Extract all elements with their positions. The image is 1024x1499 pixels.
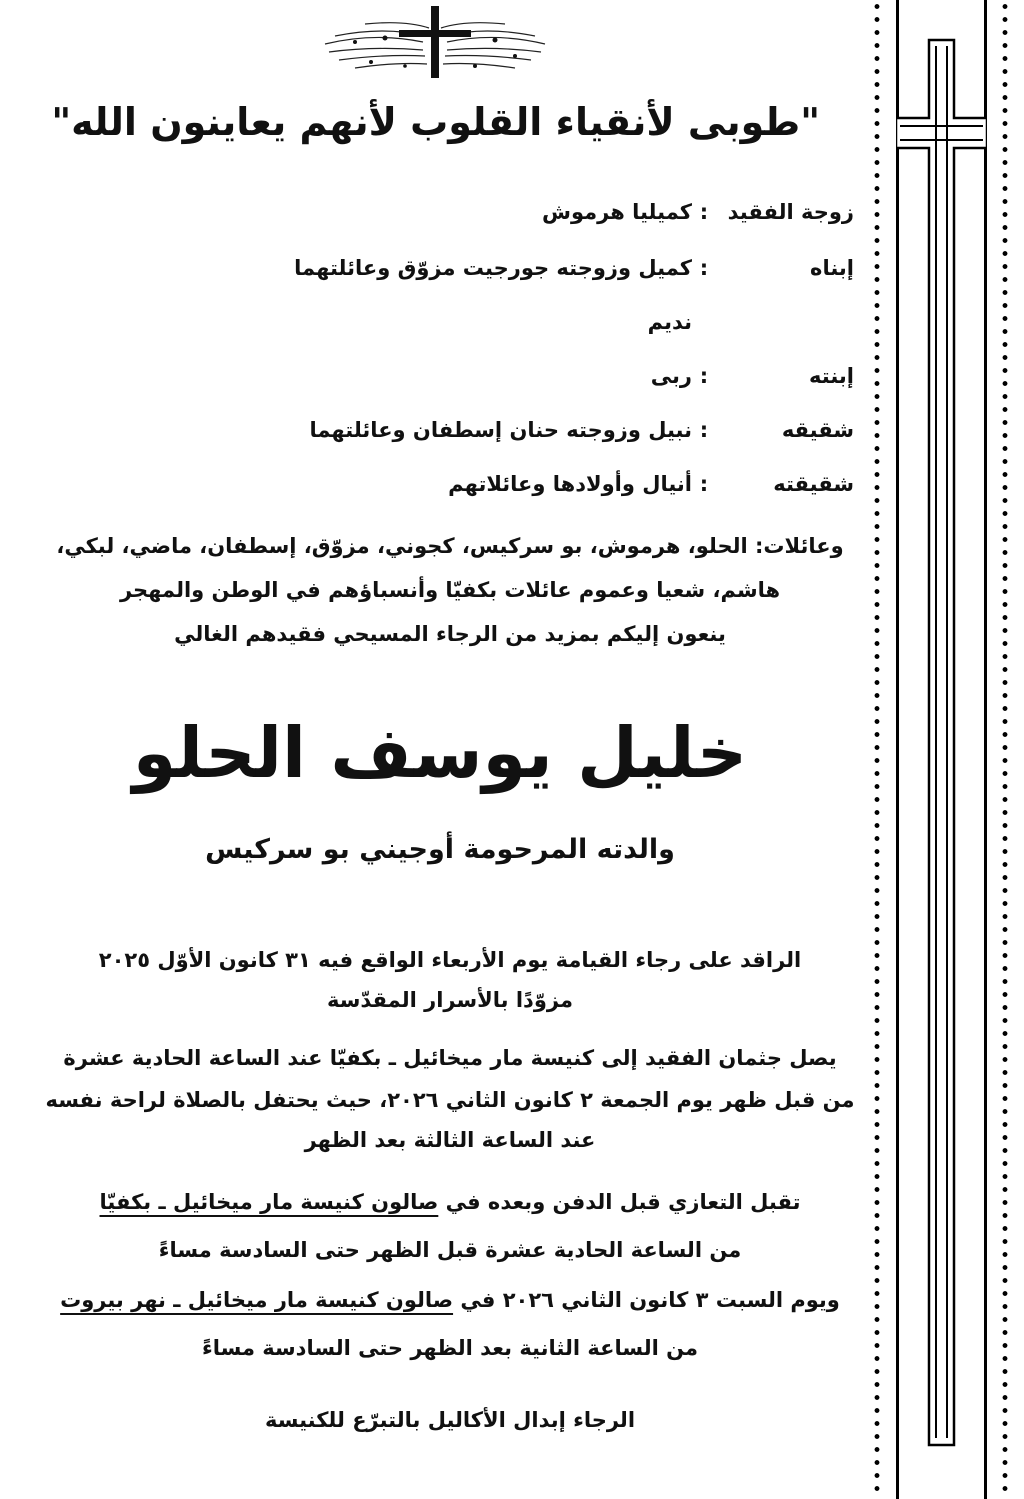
family-label: إبنته bbox=[809, 364, 854, 388]
condolences-line: من الساعة الحادية عشرة قبل الظهر حتى السادسة مساءً bbox=[158, 1238, 742, 1262]
bible-verse: "طوبى لأنقياء القلوب لأنهم يعاينون الله" bbox=[51, 100, 820, 144]
family-separator: : bbox=[699, 256, 709, 280]
condolences-line bbox=[30, 1288, 870, 1312]
family-value: كميليا هرموش bbox=[542, 200, 692, 224]
dotted-border-right bbox=[1002, 0, 1008, 1499]
condolences-text: ويوم السبت ٣ كانون الثاني ٢٠٢٦ في bbox=[453, 1288, 840, 1312]
funeral-line: من قبل ظهر يوم الجمعة ٢ كانون الثاني ٢٠٢٦، حيث يحتفل بالصلاة لراحة نفسه bbox=[45, 1088, 855, 1112]
family-separator: : bbox=[699, 200, 709, 224]
closing-note: الرجاء إبدال الأكاليل بالتبرّع للكنيسة bbox=[264, 1408, 636, 1432]
dotted-border-left bbox=[874, 0, 880, 1499]
radiant-cross-icon bbox=[315, 2, 555, 82]
border-cross-icon bbox=[896, 30, 987, 1470]
family-value: أنيال وأولادها وعائلاتهم bbox=[448, 472, 692, 496]
family-value: نديم bbox=[647, 310, 692, 334]
condolences-line bbox=[30, 1190, 870, 1214]
condolences-place: صالون كنيسة مار ميخائيل ـ نهر بيروت bbox=[60, 1288, 454, 1312]
family-value: نبيل وزوجته حنان إسطفان وعائلتهما bbox=[309, 418, 692, 442]
funeral-line: عند الساعة الثالثة بعد الظهر bbox=[304, 1128, 596, 1152]
family-value: ربى bbox=[650, 364, 692, 388]
family-label: شقيقه bbox=[781, 418, 854, 442]
family-label: شقيقته bbox=[773, 472, 854, 496]
families-line: ينعون إليكم بمزيد من الرجاء المسيحي فقيدهم الغالي bbox=[174, 622, 726, 646]
family-separator: : bbox=[699, 472, 709, 496]
family-value: كميل وزوجته جورجيت مزوّق وعائلتهما bbox=[294, 256, 692, 280]
death-line: مزوّدًا بالأسرار المقدّسة bbox=[327, 988, 573, 1012]
families-line: هاشم، شعيا وعموم عائلات بكفيّا وأنسباؤهم في الوطن والمهجر bbox=[119, 578, 781, 602]
family-separator: : bbox=[699, 364, 709, 388]
family-label: إبناه bbox=[810, 256, 854, 280]
death-line: الراقد على رجاء القيامة يوم الأربعاء الواقع فيه ٣١ كانون الأوّل ٢٠٢٥ bbox=[98, 948, 802, 972]
mother-line: والدته المرحومة أوجيني بو سركيس bbox=[205, 834, 675, 865]
condolences-place: صالون كنيسة مار ميخائيل ـ بكفيّا bbox=[99, 1190, 439, 1214]
families-line: وعائلات: الحلو، هرموش، بو سركيس، كجوني، مزوّق، إسطفان، ماضي، لبكي، bbox=[56, 534, 844, 558]
deceased-name: خليل يوسف الحلو bbox=[132, 712, 748, 794]
family-separator: : bbox=[699, 418, 709, 442]
condolences-line: من الساعة الثانية بعد الظهر حتى السادسة مساءً bbox=[201, 1336, 698, 1360]
funeral-line: يصل جثمان الفقيد إلى كنيسة مار ميخائيل ـ بكفيّا عند الساعة الحادية عشرة bbox=[63, 1046, 837, 1070]
family-label: زوجة الفقيد bbox=[727, 200, 854, 224]
condolences-text: تقبل التعازي قبل الدفن وبعده في bbox=[438, 1190, 801, 1214]
